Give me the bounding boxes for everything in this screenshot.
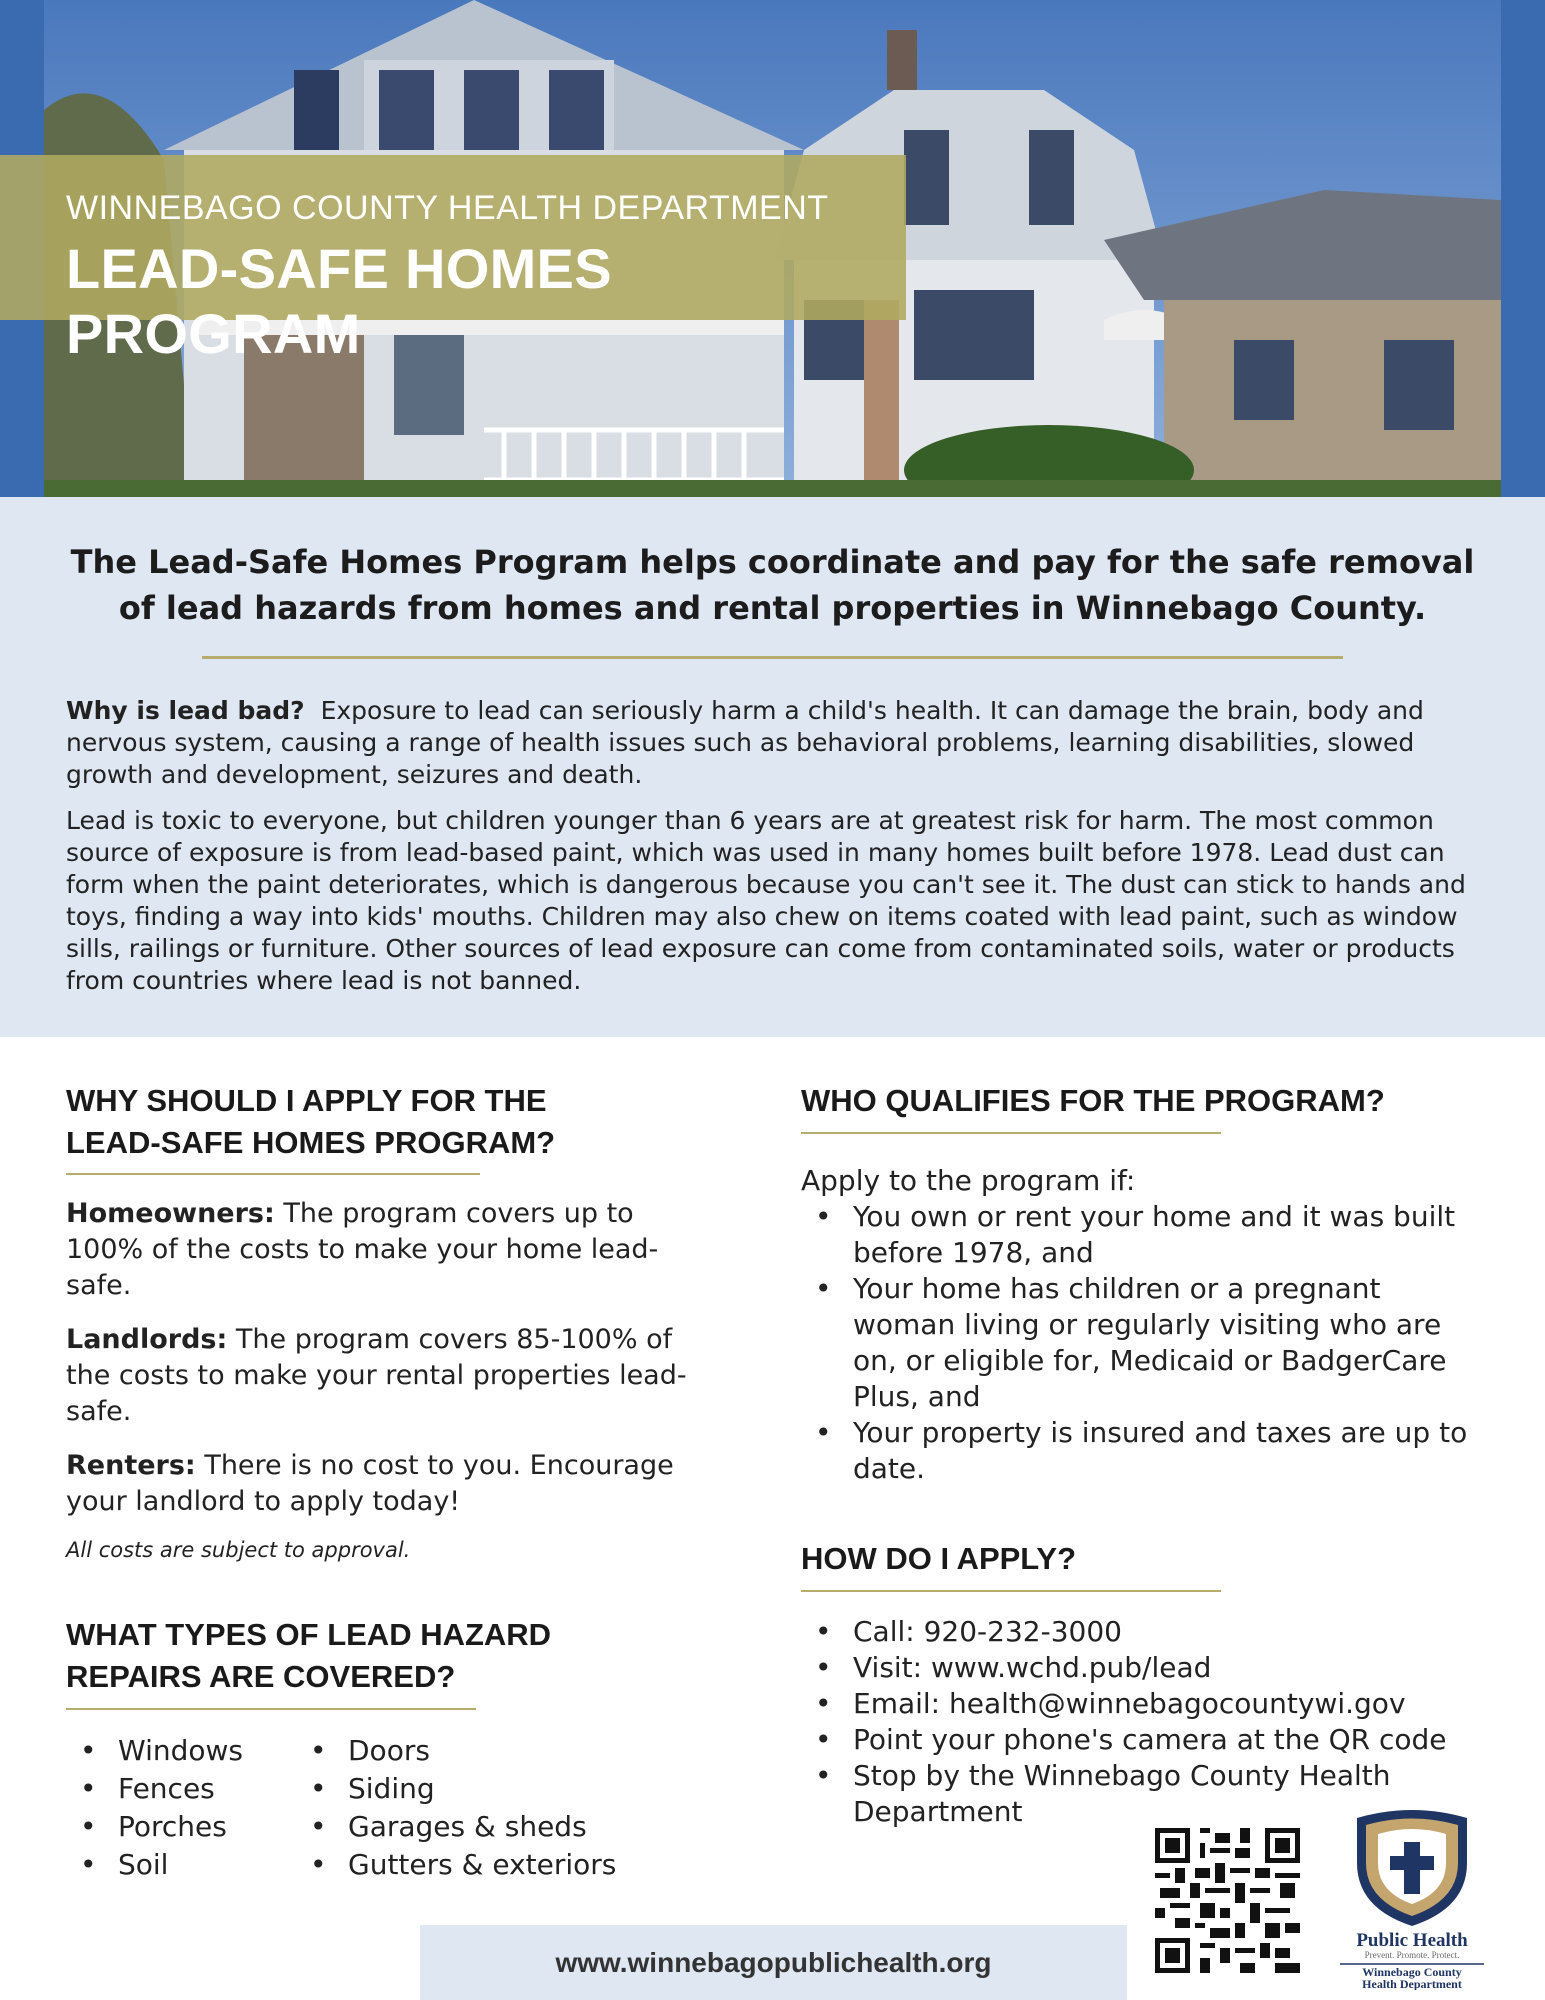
list-item: • Email: health@winnebagocountywi.gov <box>801 1686 1521 1722</box>
how-apply-list <box>801 1614 1521 1830</box>
how-apply-heading: HOW DO I APPLY? <box>801 1541 1077 1576</box>
why-lead-bad-text: Exposure to lead can seriously harm a child's health. It can damage the brain, body and nervous system, causing a range of health issues such as behavioral problems, learning disabilities, slowed growth and development, seizures and death. <box>66 696 1424 789</box>
why-apply-divider <box>66 1173 480 1175</box>
list-item: • Your property is insured and taxes are up to date. <box>801 1415 1491 1487</box>
approval-note: All costs are subject to approval. <box>66 1538 411 1562</box>
logo-tagline: Prevent. Promote. Protect. <box>1364 1950 1460 1960</box>
landlords-label: Landlords: <box>66 1324 228 1355</box>
renters-text: There is no cost to you. Encourage your landlord to apply today! <box>66 1450 674 1517</box>
repairs-divider <box>66 1708 476 1710</box>
list-item: • Fences <box>66 1770 286 1808</box>
repairs-heading <box>66 1614 706 1698</box>
footer-bar <box>420 1925 1127 2000</box>
headline <box>60 539 1485 631</box>
qualifies-list <box>801 1199 1491 1487</box>
qualifies-lead-in: Apply to the program if: <box>801 1164 1136 1197</box>
qr-code-icon[interactable] <box>1155 1828 1300 1973</box>
list-item: • Windows <box>66 1732 286 1770</box>
logo-org-line-1: Winnebago County <box>1362 1965 1462 1979</box>
list-item: • You own or rent your home and it was built before 1978, and <box>801 1199 1491 1271</box>
repairs-list-col-2 <box>296 1732 656 1884</box>
list-item: • Porches <box>66 1808 286 1846</box>
qualifies-divider <box>801 1132 1221 1134</box>
why-lead-bad-label: Why is lead bad? <box>66 696 305 725</box>
intro-body <box>66 695 1486 1011</box>
how-apply-divider <box>801 1590 1221 1592</box>
list-item: • Stop by the Winnebago County Health Department <box>801 1758 1441 1830</box>
homeowners-paragraph <box>66 1196 696 1304</box>
title-banner <box>0 155 906 365</box>
landlords-text: The program covers 85-100% of the costs to make your rental properties lead-safe. <box>66 1324 687 1427</box>
repairs-list-col-1 <box>66 1732 286 1884</box>
homeowners-label: Homeowners: <box>66 1198 275 1229</box>
intro-section <box>0 497 1545 1037</box>
list-item: • Visit: www.wchd.pub/lead <box>801 1650 1521 1686</box>
list-item: • Your home has children or a pregnant woman living or regularly visiting who are on, or eligible for, Medicaid or BadgerCare Plus, and <box>801 1271 1491 1415</box>
why-apply-heading-line-2: LEAD-SAFE HOMES PROGRAM? <box>66 1125 556 1160</box>
headline-line-2: of lead hazards from homes and rental properties in Winnebago County. <box>118 589 1427 627</box>
list-item: • Gutters & exteriors <box>296 1846 656 1884</box>
program-title: LEAD-SAFE HOMES PROGRAM <box>66 237 612 365</box>
list-item: • Call: 920-232-3000 <box>801 1614 1521 1650</box>
department-name: WINNEBAGO COUNTY HEALTH DEPARTMENT <box>66 189 829 227</box>
footer-website-link[interactable]: www.winnebagopublichealth.org <box>555 1946 992 1978</box>
hero-section <box>0 0 1545 497</box>
list-item: • Siding <box>296 1770 656 1808</box>
list-item: • Garages & sheds <box>296 1808 656 1846</box>
repairs-heading-line-1: WHAT TYPES OF LEAD HAZARD <box>66 1617 552 1652</box>
list-item: • Doors <box>296 1732 656 1770</box>
renters-paragraph <box>66 1448 706 1520</box>
public-health-logo <box>1322 1808 1502 1990</box>
why-lead-bad-paragraph <box>66 695 1486 791</box>
list-item: • Soil <box>66 1846 286 1884</box>
headline-line-1: The Lead-Safe Homes Program helps coordinate and pay for the safe removal <box>70 543 1475 581</box>
landlords-paragraph <box>66 1322 696 1430</box>
qualifies-heading: WHO QUALIFIES FOR THE PROGRAM? <box>801 1083 1385 1118</box>
repairs-heading-line-2: REPAIRS ARE COVERED? <box>66 1659 456 1694</box>
homeowners-text: The program covers up to 100% of the costs to make your home lead-safe. <box>66 1198 659 1301</box>
logo-name: Public Health <box>1356 1930 1468 1951</box>
logo-org-line-2: Health Department <box>1362 1977 1462 1990</box>
list-item: • Point your phone's camera at the QR code <box>801 1722 1521 1758</box>
headline-divider <box>202 656 1343 659</box>
why-apply-heading <box>66 1080 706 1164</box>
lead-toxic-paragraph: Lead is toxic to everyone, but children younger than 6 years are at greatest risk for harm. The most common source of exposure is from lead-based paint, which was used in many homes built before 1978. Lead dust can form when the paint deteriorates, which is dangerous because you can't see it. The dust can stick to hands and toys, finding a way into kids' mouths. Children may also chew on items coated with lead paint, such as window sills, railings or furniture. Other sources of lead exposure can come from contaminated soils, water or products from countries where lead is not banned. <box>66 806 1466 995</box>
renters-label: Renters: <box>66 1450 196 1481</box>
why-apply-heading-line-1: WHY SHOULD I APPLY FOR THE <box>66 1083 547 1118</box>
